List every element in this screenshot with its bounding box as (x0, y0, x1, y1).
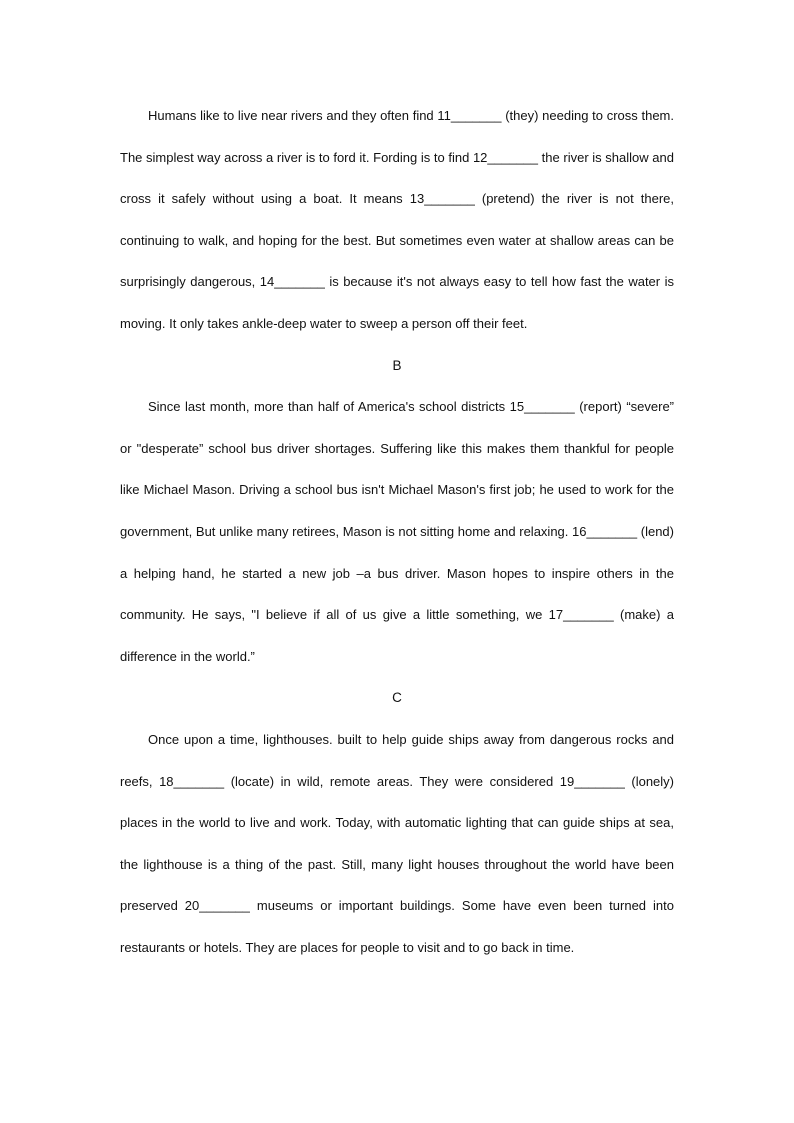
section-label-c: C (392, 690, 402, 706)
paragraph-section-c: Once upon a time, lighthouses. built to help guide ships away from dangerous rocks and reefs, 18_______ (locate) in wild, remote areas. They were considered 19_______ (lonely) places in the world to live and work. Today, with automatic lighting that can guide ships at sea, the lighthouse is a thing of the past. Still, many light houses throughout the world have been preserved 20_______ museums or important buildings. Some have even been turned into restaurants or hotels. They are places for people to visit and to go back in time. (120, 731, 674, 955)
paragraph-section-b: Since last month, more than half of America's school districts 15_______ (report) “severe” or "desperate” school bus driver shortages. Suffering like this makes them thankful for people like Michael Mason. Driving a school bus isn't Michael Mason's first job; he used to work for the government, But unlike many retirees, Mason is not sitting home and relaxing. 16_______ (lend) a helping hand, he started a new job –a bus driver. Mason hopes to inspire others in the community. He says, "I believe if all of us give a little something, we 17_______ (make) a difference in the world.” (120, 399, 674, 664)
section-label-b: B (392, 357, 402, 373)
document-page (120, 95, 674, 968)
paragraph-section-a: Humans like to live near rivers and they often find 11_______ (they) needing to cross them. The simplest way across a river is to ford it. Fording is to find 12_______ the river is shallow and cross it safely without using a boat. It means 13_______ (pretend) the river is not there, continuing to walk, and hoping for the best. But sometimes even water at shallow areas can be surprisingly dangerous, 14_______ is because it's not always easy to tell how fast the water is moving. It only takes ankle-deep water to sweep a person off their feet. (120, 108, 674, 331)
